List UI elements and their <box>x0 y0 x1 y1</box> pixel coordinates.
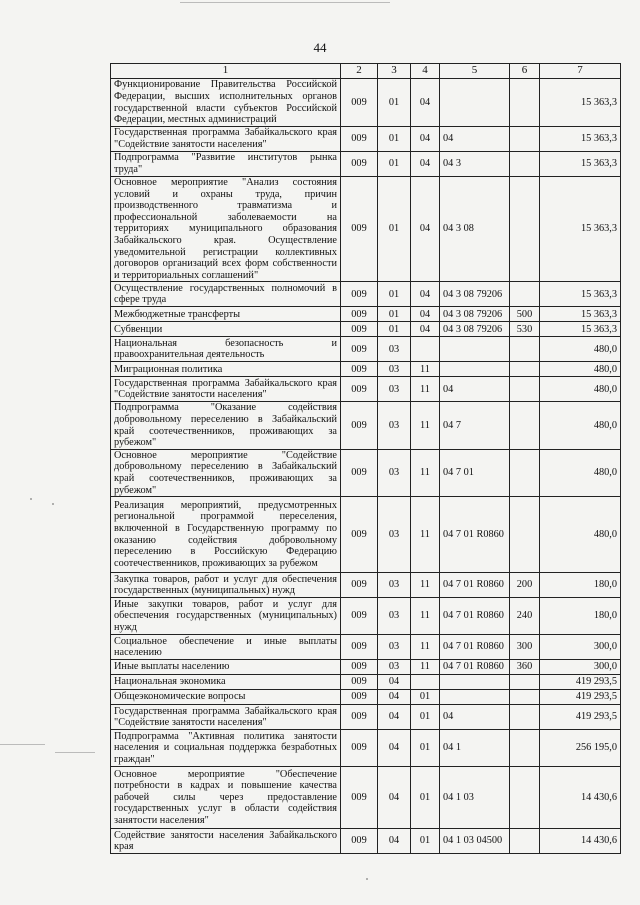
row-name: Основное мероприятие "Обеспечение потребности в кадрах и повышение качества рабочей силы через предоставление государственных услуг в области содействия занятости населения" <box>111 767 341 829</box>
cell-target-article: 04 <box>440 705 510 730</box>
row-name: Субвенции <box>111 322 341 337</box>
cell-target-article <box>440 675 510 690</box>
cell-amount: 15 363,3 <box>540 322 621 337</box>
row-name: Межбюджетные трансферты <box>111 307 341 322</box>
cell-section: 03 <box>378 635 411 660</box>
table-row <box>111 282 621 307</box>
scan-edge-line <box>180 2 390 3</box>
cell-target-article: 04 1 03 <box>440 767 510 829</box>
cell-amount: 480,0 <box>540 362 621 377</box>
cell-target-article: 04 7 01 R0860 <box>440 598 510 635</box>
cell-subsection: 04 <box>411 322 440 337</box>
table-row <box>111 402 621 449</box>
cell-ministry: 009 <box>341 152 378 177</box>
cell-expense-type <box>510 337 540 362</box>
table-row <box>111 449 621 496</box>
cell-section: 01 <box>378 322 411 337</box>
cell-amount: 15 363,3 <box>540 152 621 177</box>
cell-expense-type <box>510 152 540 177</box>
cell-ministry: 009 <box>341 660 378 675</box>
cell-subsection: 04 <box>411 177 440 282</box>
cell-section: 03 <box>378 497 411 573</box>
cell-target-article: 04 3 08 79206 <box>440 282 510 307</box>
cell-expense-type <box>510 767 540 829</box>
cell-amount: 14 430,6 <box>540 829 621 854</box>
row-name: Государственная программа Забайкальского края "Содействие занятости населения" <box>111 127 341 152</box>
cell-target-article: 04 1 <box>440 730 510 767</box>
cell-ministry: 009 <box>341 730 378 767</box>
cell-subsection <box>411 337 440 362</box>
cell-target-article: 04 7 <box>440 402 510 449</box>
cell-ministry: 009 <box>341 307 378 322</box>
cell-expense-type <box>510 282 540 307</box>
cell-ministry: 009 <box>341 177 378 282</box>
cell-expense-type <box>510 127 540 152</box>
table-row <box>111 497 621 573</box>
cell-target-article: 04 7 01 <box>440 449 510 496</box>
cell-target-article: 04 3 08 <box>440 177 510 282</box>
cell-subsection: 11 <box>411 377 440 402</box>
cell-target-article: 04 3 08 79206 <box>440 322 510 337</box>
scan-dot <box>30 498 32 500</box>
cell-section: 01 <box>378 307 411 322</box>
table-row <box>111 79 621 127</box>
cell-expense-type: 360 <box>510 660 540 675</box>
cell-expense-type: 300 <box>510 635 540 660</box>
table-row <box>111 829 621 854</box>
cell-section: 01 <box>378 282 411 307</box>
cell-ministry: 009 <box>341 449 378 496</box>
cell-section: 04 <box>378 690 411 705</box>
table-row <box>111 573 621 598</box>
cell-amount: 15 363,3 <box>540 79 621 127</box>
cell-ministry: 009 <box>341 829 378 854</box>
table-row <box>111 675 621 690</box>
cell-amount: 480,0 <box>540 402 621 449</box>
cell-subsection: 11 <box>411 449 440 496</box>
cell-expense-type: 240 <box>510 598 540 635</box>
cell-amount: 480,0 <box>540 449 621 496</box>
cell-subsection: 11 <box>411 497 440 573</box>
cell-expense-type <box>510 730 540 767</box>
row-name: Государственная программа Забайкальского края "Содействие занятости населения" <box>111 705 341 730</box>
cell-subsection: 04 <box>411 127 440 152</box>
column-header: 7 <box>540 64 621 79</box>
cell-expense-type: 530 <box>510 322 540 337</box>
table-row <box>111 337 621 362</box>
scan-dot <box>366 878 368 880</box>
cell-subsection: 11 <box>411 362 440 377</box>
cell-amount: 419 293,5 <box>540 690 621 705</box>
column-header: 2 <box>341 64 378 79</box>
cell-expense-type <box>510 362 540 377</box>
cell-subsection <box>411 675 440 690</box>
table-row <box>111 127 621 152</box>
cell-target-article: 04 <box>440 127 510 152</box>
cell-section: 04 <box>378 705 411 730</box>
row-name: Государственная программа Забайкальского края "Содействие занятости населения" <box>111 377 341 402</box>
row-name: Иные выплаты населению <box>111 660 341 675</box>
cell-ministry: 009 <box>341 337 378 362</box>
cell-amount: 256 195,0 <box>540 730 621 767</box>
row-name: Подпрограмма "Развитие институтов рынка труда" <box>111 152 341 177</box>
cell-expense-type <box>510 675 540 690</box>
cell-section: 04 <box>378 829 411 854</box>
cell-ministry: 009 <box>341 497 378 573</box>
table-row <box>111 307 621 322</box>
cell-target-article: 04 7 01 R0860 <box>440 660 510 675</box>
cell-section: 04 <box>378 730 411 767</box>
cell-target-article <box>440 337 510 362</box>
cell-subsection: 04 <box>411 282 440 307</box>
cell-section: 03 <box>378 449 411 496</box>
row-name: Подпрограмма "Оказание содействия добровольному переселению в Забайкальский край соотечественников, проживающих за рубежом" <box>111 402 341 449</box>
cell-target-article: 04 7 01 R0860 <box>440 573 510 598</box>
cell-section: 01 <box>378 177 411 282</box>
cell-expense-type <box>510 377 540 402</box>
cell-target-article: 04 3 <box>440 152 510 177</box>
table-row <box>111 152 621 177</box>
cell-ministry: 009 <box>341 690 378 705</box>
cell-subsection: 11 <box>411 598 440 635</box>
cell-expense-type <box>510 177 540 282</box>
cell-section: 01 <box>378 127 411 152</box>
cell-subsection: 11 <box>411 635 440 660</box>
table-row <box>111 635 621 660</box>
row-name: Основное мероприятие "Анализ состояния условий и охраны труда, причин производственного травматизма и профессиональной заболеваемости на территориях муниципального образования Забайкальского края. Осуществление уведомительной регистрации коллективных договоров организаций всех форм собственности и территориальных соглашений" <box>111 177 341 282</box>
row-name: Подпрограмма "Активная политика занятости населения и социальная поддержка безработных граждан" <box>111 730 341 767</box>
row-name: Реализация мероприятий, предусмотренных региональной программой переселения, включенной в Государственную программу по оказанию содействия добровольному переселению в Российскую Федерацию соотечественников, проживающих за рубежом <box>111 497 341 573</box>
cell-target-article: 04 3 08 79206 <box>440 307 510 322</box>
cell-amount: 419 293,5 <box>540 705 621 730</box>
cell-amount: 15 363,3 <box>540 282 621 307</box>
row-name: Основное мероприятие "Содействие добровольному переселению в Забайкальский край соотечественников, проживающих за рубежом" <box>111 449 341 496</box>
table-row <box>111 690 621 705</box>
cell-expense-type <box>510 690 540 705</box>
cell-section: 04 <box>378 675 411 690</box>
row-name: Закупка товаров, работ и услуг для обеспечения государственных (муниципальных) нужд <box>111 573 341 598</box>
cell-subsection: 01 <box>411 767 440 829</box>
cell-section: 01 <box>378 79 411 127</box>
row-name: Содействие занятости населения Забайкальского края <box>111 829 341 854</box>
cell-ministry: 009 <box>341 127 378 152</box>
cell-amount: 14 430,6 <box>540 767 621 829</box>
cell-amount: 180,0 <box>540 573 621 598</box>
cell-amount: 300,0 <box>540 635 621 660</box>
cell-target-article: 04 7 01 R0860 <box>440 635 510 660</box>
cell-ministry: 009 <box>341 402 378 449</box>
row-name: Национальная экономика <box>111 675 341 690</box>
table-row <box>111 730 621 767</box>
cell-expense-type <box>510 497 540 573</box>
table-row <box>111 177 621 282</box>
column-header: 3 <box>378 64 411 79</box>
row-name: Функционирование Правительства Российской Федерации, высших исполнительных органов государственной власти субъектов Российской Федерации, местных администраций <box>111 79 341 127</box>
scan-margin-line <box>55 752 95 753</box>
row-name: Социальное обеспечение и иные выплаты населению <box>111 635 341 660</box>
row-name: Осуществление государственных полномочий в сфере труда <box>111 282 341 307</box>
cell-ministry: 009 <box>341 705 378 730</box>
table-row <box>111 705 621 730</box>
cell-amount: 15 363,3 <box>540 127 621 152</box>
cell-expense-type <box>510 829 540 854</box>
cell-subsection: 11 <box>411 660 440 675</box>
cell-expense-type: 500 <box>510 307 540 322</box>
table-row <box>111 377 621 402</box>
cell-subsection: 11 <box>411 402 440 449</box>
cell-subsection: 04 <box>411 307 440 322</box>
cell-ministry: 009 <box>341 282 378 307</box>
cell-target-article: 04 <box>440 377 510 402</box>
cell-ministry: 009 <box>341 79 378 127</box>
cell-target-article <box>440 690 510 705</box>
row-name: Общеэкономические вопросы <box>111 690 341 705</box>
cell-amount: 480,0 <box>540 377 621 402</box>
row-name: Иные закупки товаров, работ и услуг для обеспечения государственных (муниципальных) нужд <box>111 598 341 635</box>
table-row <box>111 767 621 829</box>
cell-subsection: 01 <box>411 829 440 854</box>
cell-target-article <box>440 79 510 127</box>
cell-expense-type <box>510 705 540 730</box>
scan-dot <box>52 503 54 505</box>
cell-amount: 180,0 <box>540 598 621 635</box>
column-header: 5 <box>440 64 510 79</box>
cell-amount: 419 293,5 <box>540 675 621 690</box>
cell-subsection: 04 <box>411 152 440 177</box>
cell-amount: 480,0 <box>540 337 621 362</box>
cell-ministry: 009 <box>341 598 378 635</box>
cell-subsection: 01 <box>411 690 440 705</box>
cell-section: 03 <box>378 598 411 635</box>
cell-target-article: 04 1 03 04500 <box>440 829 510 854</box>
cell-section: 03 <box>378 377 411 402</box>
table-row <box>111 598 621 635</box>
cell-ministry: 009 <box>341 573 378 598</box>
cell-subsection: 04 <box>411 79 440 127</box>
header-row <box>111 64 621 79</box>
cell-ministry: 009 <box>341 377 378 402</box>
table-row <box>111 660 621 675</box>
cell-ministry: 009 <box>341 767 378 829</box>
row-name: Миграционная политика <box>111 362 341 377</box>
cell-expense-type: 200 <box>510 573 540 598</box>
budget-table <box>110 63 621 854</box>
cell-section: 03 <box>378 573 411 598</box>
column-header: 4 <box>411 64 440 79</box>
cell-section: 04 <box>378 767 411 829</box>
cell-expense-type <box>510 79 540 127</box>
scan-margin-line <box>0 744 45 745</box>
table-row <box>111 362 621 377</box>
cell-amount: 15 363,3 <box>540 307 621 322</box>
column-header: 6 <box>510 64 540 79</box>
cell-ministry: 009 <box>341 322 378 337</box>
cell-subsection: 01 <box>411 730 440 767</box>
cell-amount: 300,0 <box>540 660 621 675</box>
cell-expense-type <box>510 402 540 449</box>
cell-amount: 480,0 <box>540 497 621 573</box>
cell-section: 03 <box>378 402 411 449</box>
cell-section: 01 <box>378 152 411 177</box>
cell-target-article: 04 7 01 R0860 <box>440 497 510 573</box>
page-number: 44 <box>313 40 327 55</box>
cell-ministry: 009 <box>341 675 378 690</box>
cell-section: 03 <box>378 660 411 675</box>
cell-target-article <box>440 362 510 377</box>
row-name: Национальная безопасность и правоохранительная деятельность <box>111 337 341 362</box>
cell-subsection: 01 <box>411 705 440 730</box>
cell-section: 03 <box>378 362 411 377</box>
cell-amount: 15 363,3 <box>540 177 621 282</box>
cell-section: 03 <box>378 337 411 362</box>
table-row <box>111 322 621 337</box>
cell-ministry: 009 <box>341 635 378 660</box>
cell-subsection: 11 <box>411 573 440 598</box>
cell-expense-type <box>510 449 540 496</box>
column-header: 1 <box>111 64 341 79</box>
cell-ministry: 009 <box>341 362 378 377</box>
